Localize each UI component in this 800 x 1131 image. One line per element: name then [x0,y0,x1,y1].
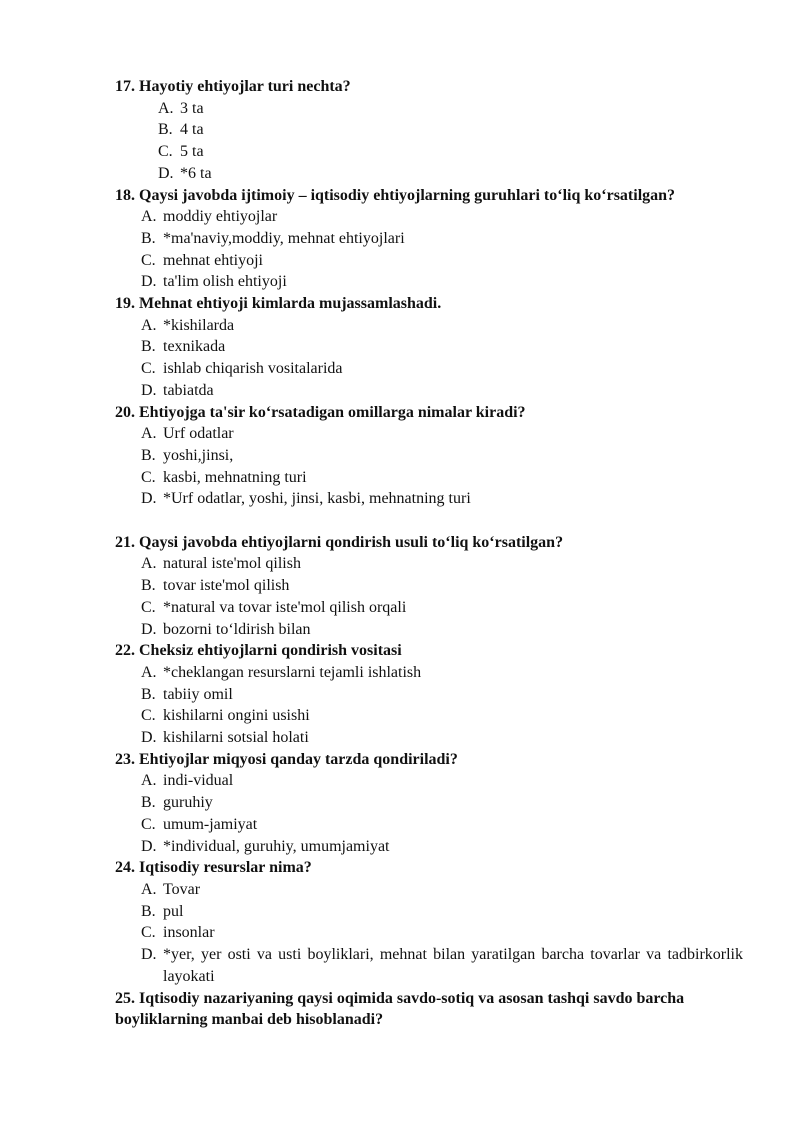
test-document [115,76,743,1031]
option-a: A. moddiy ehtiyojlar [141,208,278,226]
question-17 [115,76,743,185]
option-d: D. bozorni to‘ldirish bilan [141,620,311,638]
option-c: C. 5 ta [158,143,204,161]
option-a: A. Tovar [141,881,201,898]
question-title: 23. Ehtiyojlar miqyosi qanday tarzda qondiriladi? [115,750,458,768]
question-title: 18. Qaysi javobda ijtimoiy – iqtisodiy ehtiyojlarning guruhlari to‘liq ko‘rsatilgan? [115,186,676,204]
question-title: 24. Iqtisodiy resurslar nima? [115,859,312,877]
option-d: D. *Urf odatlar, yoshi, jinsi, kasbi, mehnatning turi [141,490,471,508]
option-b: B. guruhiy [141,794,213,812]
option-b: B. texnikada [141,338,226,356]
question-title: 22. Cheksiz ehtiyojlarni qondirish vositasi [115,642,402,660]
question-24 [115,857,743,987]
option-a: A. natural iste'mol qilish [141,555,301,573]
option-a: A. indi-vidual [141,772,234,790]
option-c: C. kasbi, mehnatning turi [141,468,307,486]
question-19 [115,293,743,402]
option-a: A. 3 ta [158,99,204,117]
option-b: B. pul [141,902,184,920]
question-18 [115,185,743,294]
question-title: 21. Qaysi javobda ehtiyojlarni qondirish usuli to‘liq ko‘rsatilgan? [115,533,564,551]
option-b: B. yoshi,jinsi, [141,446,234,464]
option-d: D. *individual, guruhiy, umumjamiyat [141,837,390,855]
question-25 [115,988,743,1031]
option-c: C. *natural va tovar iste'mol qilish orqali [141,598,407,616]
option-c: C. ishlab chiqarish vositalarida [141,360,343,378]
option-c: C. kishilarni ongini usishi [141,707,310,725]
option-c: C. insonlar [141,924,215,942]
option-d: D. kishilarni sotsial holati [141,729,309,747]
option-b: B. tovar iste'mol qilish [141,577,290,595]
question-23 [115,749,743,858]
option-d: D. *yer, yer osti va usti boyliklari, mehnat bilan yaratilgan barcha tovarlar va tadbirkorlik layokati [141,946,743,985]
blank-line [115,510,743,532]
option-b: B. tabiiy omil [141,685,233,703]
option-c: C. mehnat ehtiyoji [141,251,263,269]
option-d: D. tabiatda [141,381,214,399]
option-a: A. *cheklangan resurslarni tejamli ishlatish [141,663,422,681]
question-20 [115,402,743,511]
option-c: C. umum-jamiyat [141,815,258,833]
option-d: D. *6 ta [158,164,212,182]
option-b: B. 4 ta [158,121,204,139]
question-title: 20. Ehtiyojga ta'sir ko‘rsatadigan omillarga nimalar kiradi? [115,403,526,421]
question-title: 17. Hayotiy ehtiyojlar turi nechta? [115,78,351,95]
option-d: D. ta'lim olish ehtiyoji [141,273,287,291]
question-title: 25. Iqtisodiy nazariyaning qaysi oqimida savdo-sotiq va asosan tashqi savdo barcha boyliklarning manbai deb hisoblanadi? [115,989,685,1029]
question-21 [115,532,743,641]
option-a: A. *kishilarda [141,316,235,334]
question-title: 19. Mehnat ehtiyoji kimlarda mujassamlashadi. [115,295,442,313]
option-b: B. *ma'naviy,moddiy, mehnat ehtiyojlari [141,229,405,247]
option-a: A. Urf odatlar [141,425,234,443]
question-22 [115,640,743,749]
